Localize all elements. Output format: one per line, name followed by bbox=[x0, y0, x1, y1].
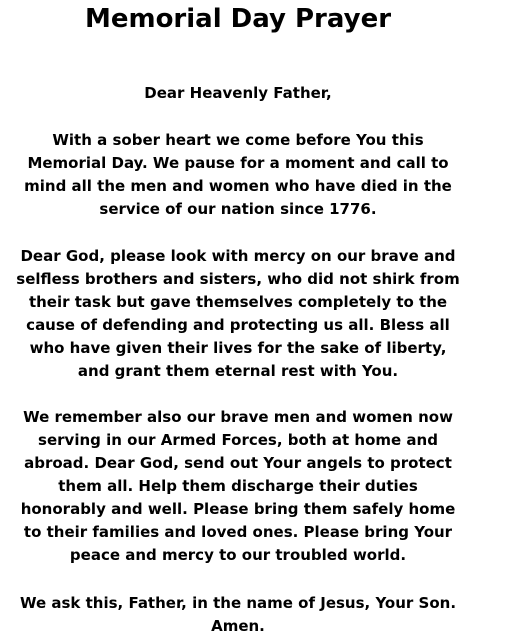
text-line: selfless brothers and sisters, who did not shirk from bbox=[16, 270, 460, 288]
text-line: Amen. bbox=[211, 617, 265, 635]
text-line: We ask this, Father, in the name of Jesus, Your Son. bbox=[19, 594, 457, 612]
text-line: Dear God, please look with mercy on our brave and bbox=[20, 247, 456, 265]
text-line: them all. Help them discharge their duties bbox=[58, 477, 418, 495]
text-line: to their families and loved ones. Please bring Your bbox=[23, 523, 453, 541]
text-line: who have given their lives for the sake of liberty, bbox=[29, 339, 447, 357]
text-line: peace and mercy to our troubled world. bbox=[69, 546, 407, 564]
text-line: their task but gave themselves completely to the bbox=[28, 293, 448, 311]
text-line: abroad. Dear God, send out Your angels to protect bbox=[24, 454, 452, 472]
paragraph-3 bbox=[0, 406, 476, 567]
text-line: With a sober heart we come before You this bbox=[52, 131, 424, 149]
paragraph-1 bbox=[0, 129, 476, 221]
text-line: mind all the men and women who have died in the bbox=[24, 177, 452, 195]
greeting-line: Dear Heavenly Father, bbox=[144, 84, 332, 102]
paragraph-2 bbox=[0, 245, 476, 383]
text-line: serving in our Armed Forces, both at home and bbox=[38, 431, 438, 449]
text-line: and grant them eternal rest with You. bbox=[77, 362, 399, 380]
paragraph-4 bbox=[0, 592, 476, 638]
text-line: We remember also our brave men and women now bbox=[23, 408, 453, 426]
text-line: Memorial Day. We pause for a moment and call to bbox=[27, 154, 449, 172]
text-line: honorably and well. Please bring them safely home bbox=[20, 500, 456, 518]
text-line: service of our nation since 1776. bbox=[99, 200, 377, 218]
page-title: Memorial Day Prayer bbox=[84, 4, 392, 34]
greeting bbox=[0, 82, 476, 105]
text-line: cause of defending and protecting us all. Bless all bbox=[26, 316, 450, 334]
